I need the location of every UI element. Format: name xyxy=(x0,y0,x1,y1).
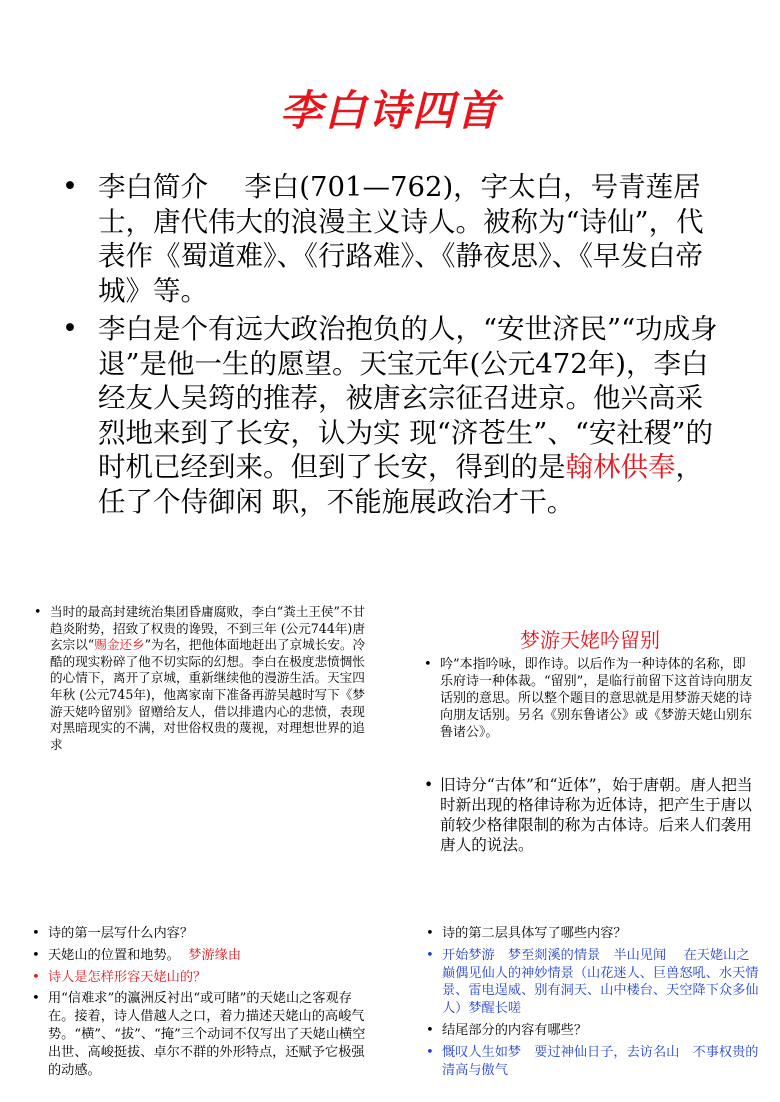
poem-form-text: 旧诗分“古体”和“近体”，始于唐朝。唐人把当时新出现的格律诗称为近体诗，把产生于唐以前较少格律限制的称为古体诗。后来人们袭用唐人的说法。 xyxy=(440,776,753,854)
list-item xyxy=(426,1044,762,1080)
list-item xyxy=(62,312,730,519)
bullet-icon: • xyxy=(426,947,434,963)
bullet-icon: • xyxy=(426,926,434,941)
bullet-icon: • xyxy=(32,947,40,963)
layer1-question-1: 诗的第一层写什么内容？ xyxy=(48,926,194,941)
layer2-question-2: 结尾部分的内容有哪些？ xyxy=(442,1022,588,1038)
layer2-answer-2: 慨叹人生如梦 要过神仙日子，去访名山 不事权贵的清高与傲气 xyxy=(442,1044,759,1078)
poem-explain xyxy=(424,656,758,741)
poem-form xyxy=(424,775,760,859)
background-section xyxy=(34,604,370,753)
bullet-icon: • xyxy=(426,1022,434,1038)
list-item xyxy=(426,1022,762,1040)
list-item xyxy=(34,604,370,753)
layer2-section xyxy=(426,925,762,1083)
poem-title: 梦游天姥吟留别 xyxy=(520,628,660,652)
highlight-hanlin: 翰林供奉 xyxy=(565,451,676,483)
layer1-answer-2: 用“信难求”的瀛洲反衬出“或可睹”的天姥山之客观存在。接着，诗人借越人之口，着力描述天姥山的高峻气势。“横”、“拔”、“掩”三个动词不仅写出了天姥山横空出世、高峻挺拔、卓尔不群的外形特点，还赋予它极强的动感。 xyxy=(48,991,366,1078)
poem-explain-text: 吟”本指吟咏，即作诗。以后作为一种诗体的名称，即乐府诗一种体裁。“留别”，是临行前留下这首诗向朋友话别的意思。所以整个题目的意思就是用梦游天姥的诗向朋友话别。另名《别东鲁诸公》或《梦游天姥山别东鲁诸公》。 xyxy=(440,657,753,740)
layer1-section xyxy=(32,925,372,1083)
list-item xyxy=(32,947,372,965)
list-item xyxy=(426,925,762,943)
layer1-question-2: 诗人是怎样形容天姥山的？ xyxy=(48,969,207,985)
layer2-answer-1: 开始梦游 梦至剡溪的情景 半山见闻 在天姥山之巅偶见仙人的神妙情景（山花迷人、巨兽怒吼、水天情景、雷电逞威、别有洞天、山中楼台、天空降下众多仙人）梦醒长嗟 xyxy=(442,947,759,1017)
list-item xyxy=(424,775,760,855)
bullet-icon: • xyxy=(62,171,78,202)
intro-text-2a: 李白是个有远大政治抱负的人，“安世济民”“功成身退”是他一生的愿望。天宝元年(公元472年)，李白经友人吴筠的推荐，被唐玄宗征召进京。他兴高采烈地来到了长安，认为实 现“济苍生”、“安社稷”的时机已经到来。但到了长安，得到的是 xyxy=(98,313,718,483)
bullet-icon: • xyxy=(32,969,40,985)
list-item xyxy=(32,925,372,943)
intro-text-2b: ，任了个侍御闲 职，不能施展政治才干。 xyxy=(98,451,703,518)
intro-list xyxy=(62,170,730,523)
layer2-question-1: 诗的第二层具体写了哪些内容？ xyxy=(442,926,627,941)
bullet-icon: • xyxy=(34,604,42,619)
bullet-icon: • xyxy=(32,926,40,941)
intro-text-1: 李白简介 李白(701—762)，字太白，号青莲居士，唐代伟大的浪漫主义诗人。被称为“诗仙”，代表作《蜀道难》、《行路难》、《静夜思》、《早发白帝城》等。 xyxy=(98,171,704,307)
bullet-icon: • xyxy=(62,313,78,344)
background-text-a: 当时的最高封建统治集团昏庸腐败，李白“粪土王侯”不甘趋炎附势，招致了权贵的谗毁，不到三年 (公元744年)唐玄宗以“ xyxy=(50,604,366,653)
highlight-cijin: 赐金还乡 xyxy=(94,637,145,653)
list-item xyxy=(424,656,758,741)
list-item xyxy=(62,170,730,308)
bullet-icon: • xyxy=(424,776,434,794)
bullet-icon: • xyxy=(424,657,432,672)
list-item xyxy=(32,990,372,1079)
layer1-tag: 梦游缘由 xyxy=(188,947,242,963)
background-text-b: ”为名，把他体面地赶出了京城长安。冷酷的现实粉碎了他不切实际的幻想。李白在极度悲愤惆怅的心情下，离开了京城，重新继续他的漫游生活。天宝四年秋 (公元745年)，他离家南下准备再游吴越时写下《梦游天姥吟留别》留赠给友人，借以排遣内心的悲愤，表现对黑暗现实的不满，对世俗权贵的蔑视，对理想世界的追求 xyxy=(50,637,366,752)
bullet-icon: • xyxy=(426,1044,434,1060)
list-item xyxy=(32,969,372,987)
layer1-answer-1: 天姥山的位置和地势。 xyxy=(48,947,180,963)
page-title: 李白诗四首 xyxy=(279,86,500,135)
list-item xyxy=(426,947,762,1018)
bullet-icon: • xyxy=(32,991,40,1007)
